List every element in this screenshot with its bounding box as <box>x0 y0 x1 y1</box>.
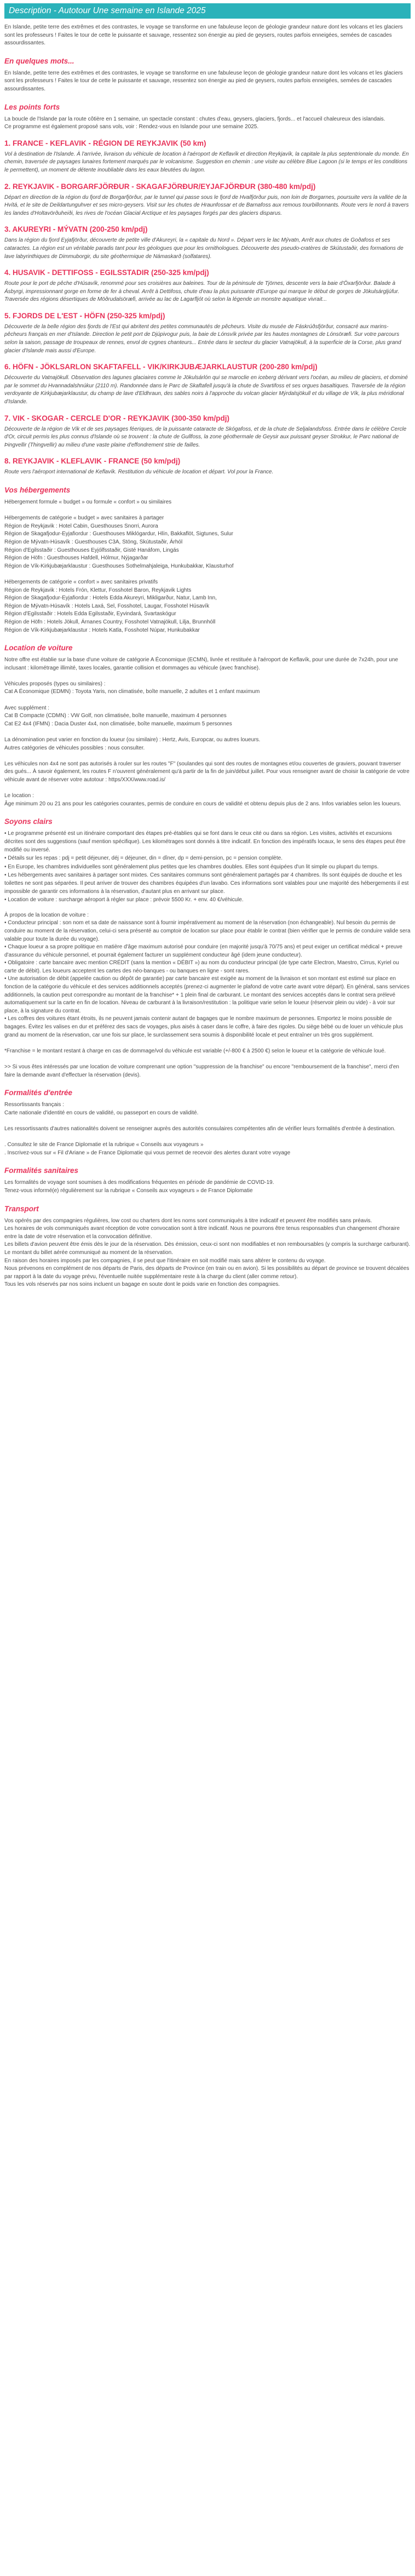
soyons-clairs-line: >> Si vous êtes intéressés par une location de voiture comprenant une option "suppression de la franchise" ou encore "remboursement de la franchise", merci d'en faire la demande avant d'effectuer la réservation (devis). <box>4 1064 399 1078</box>
transport-line: Nous prévenons en complément de nos départs de Paris, des départs de Province (en train ou en avion). Si les possibilités au départ de province se trouvent décalées par rapport à la date du voyage prévu, l'éventuelle nuitée supplémentaire reste à la charge du client (aller comme retour). <box>4 1266 410 1280</box>
hebergements-line: Région de Vík-Kirkjubæjarklaustur : Hotels Katla, Fosshotel Núpar, Hunkubakkar <box>4 627 200 633</box>
formalites-sanitaires-list <box>4 1179 411 1195</box>
formalites-entree-line: Ressortissants français : <box>4 1102 64 1108</box>
location-line: Cat E2 4x4 (IFMN) : Dacia Duster 4x4, non climatisée, boîte manuelle, maximum 5 personnes <box>4 720 232 727</box>
soyons-clairs-bullet: • Détails sur les repas : pdj = petit déjeuner, déj = déjeuner, din = dîner, dp = demi-pension, pc = pension complète. <box>4 855 283 862</box>
formalites-entree-line <box>4 1134 411 1142</box>
location-line: Cat B Compacte (CDMN) : VW Golf, non climatisée, boîte manuelle, maximum 4 personnes <box>4 713 227 719</box>
location-line <box>4 696 411 705</box>
soyons-clairs-bullet: • En Europe, les chambres individuelles sont généralement plus petites que les chambres doubles. Elles sont équipées d'un lit simple ou plupart du temps. <box>4 863 379 870</box>
day-text-6: Découverte du Vatnajökull. Observation des lagunes glaciaires comme le Jökulsárlón qui se maroclie en iceberg dérivant vers l'océan, au milieu de glaciers, et dominé par le sommet du Hvannadalshnúkur (2110 m). Randonnée dans le Parc de Skaftafell jusqu'à la chute de Svartifoss et ses orgues basaltiques. Traversée de la région verdoyante de Kirkjubæjarklaustur, du champ de lave d'Eldhraun, des sables noirs à l'approche du volcan glacier Mýrdalsjökull et du village de Vík, la plus méridional d'Islande. <box>4 375 408 405</box>
hebergements-line: Hébergement formule « budget » ou formule « confort » ou similaires <box>4 499 172 505</box>
transport-line: Vos opérés par des compagnies régulières, low cost ou charters dont les noms sont communiqués à titre indicatif et peuvent être modifiés sans préavis. <box>4 1217 372 1224</box>
soyons-clairs-line: À propos de la location de voiture : <box>4 912 89 918</box>
transport-line: En raison des horaires imposés par les compagnies, il se peut que l'itinéraire en soit modifié mais sans altérer le contenu du voyage. <box>4 1257 326 1264</box>
day-text-7: Découverte de la région de Vík et de ses paysages féeriques, de la puissante cataracte de Skógafoss, et de la chute de Seljalandsfoss. Entrée dans le célèbre Cercle d'Or, circuit permis les plus connus d'Islande où se trouvent : la chute de Gullfoss, la zone géothermale de Geysir aux puissant geyser Strokkur, le Parc national de Þingvellir (Thingvellir) au milieu d'une vaste plaine d'effondrement strie de failles. <box>4 426 407 448</box>
soyons-clairs-line: • Obligatoire : carte bancaire avec mention CRÉDIT (sans la mention « DÉBIT ») au nom du conducteur principal (de type carte Electron, Maestro, Cirrus, Kyriel ou carte de débit). Les loueurs acceptent les cartes des néo-banques - ou banques en ligne - sont rares. <box>4 960 399 974</box>
hebergements-line: Région de Vík-Kirkjubæjarklaustur : Guesthouses Sothelmahjaleiga, Hunkubakkar, Klausturhof <box>4 563 234 569</box>
location-line: Les véhicules non 4x4 ne sont pas autorisés à rouler sur les routes "F" (soulandes qui sont des routes de montagnes et/ou couvertes de graviers, pouvant traverser des gués... À savoir également, les routes F n'ouvrent généralement qu'à partir de la fin de juin/début juillet. Pour vous renseigner avant de choisir la catégorie de votre véhicule avant de réserver votre autotour : https/XXX/www.road.is/ <box>4 760 410 783</box>
day-title-8: 8. REYKJAVIK - KLEFLAVIK - FRANCE (50 km/pdj) <box>4 457 181 466</box>
formalites-entree-line: Les ressortissants d'autres nationalités doivent se renseigner auprès des autorités consulaires compétentes afin de vérifier leurs formalités d'entrée à destination. <box>4 1125 396 1132</box>
location-line: Véhicules proposés (types ou similaires) : <box>4 680 106 687</box>
hebergements-line: Région de Höfn : Hotels Jökull, Árnanes Country, Fosshotel Vatnajökull, Lilja, Brunnhóll <box>4 619 216 625</box>
location-line <box>4 728 411 736</box>
section-title-transport: Transport <box>4 1204 39 1213</box>
location-line <box>4 785 411 793</box>
en-quelques-mots-text: En Islande, petite terre des extrêmes et des contrastes, le voyage se transforme en une fabuleuse leçon de géologie grandeur nature dont les volcans et les glaciers sont les professeurs ! Faites le tour de cette le puissante et sauvage, ressentez son énergie au pied de geysers, routes parfois enneigées, semées de cascades assourdissantes. <box>4 70 403 92</box>
day-title-6: 6. HÖFN - JÖKLSARLON SKAFTAFELL - VIK/KIRKJUBÆJARKLAUSTUR (200-280 km/pdj) <box>4 363 318 371</box>
hebergements-line: Hébergements de catégorie « confort » avec sanitaires privatifs <box>4 579 158 585</box>
soyons-clairs-line: • Conducteur principal : son nom et sa date de naissance sont à fournir impérativement au moment de la réservation (non échangeable). Nul besoin du permis de conduire au moment de la réservation, celui-ci sera présenté au comptoir de location sur place pour établir le contrat (bien vérifier que le permis de conduire valide sera valable pour toute la durée du voyage). <box>4 920 411 942</box>
day-title-1: 1. FRANCE - KEFLAVIK - RÉGION DE REYKJAVIK (50 km) <box>4 139 206 147</box>
hebergements-line: Région de Skagafjodur-Eyjafiordur : Hotels Edda Akureyri, Mikligarður, Natur, Lamb Inn, <box>4 595 217 602</box>
soyons-clairs-line: *Franchise = le montant restant à charge en cas de dommage/vol du véhicule est variable (+/-800 € à 2500 €) selon le loueur et la catégorie de véhicule loué. <box>4 1047 386 1054</box>
location-line: Avec supplément : <box>4 705 50 711</box>
hebergements-list <box>4 499 411 634</box>
soyons-clairs-bullet: • Les hébergements avec sanitaires à partager sont mixtes. Ces sanitaires communs sont généralement partagés par 4 chambres. Ils sont équipés de douche et les toilettes ne sont pas séparées. Il peut arriver de trouver des chambres équipées d'un lavabo. Ces informations sont valables pour une majorité des hébergements il est impossible de garantir ces informations à la réservation, d'autant plus en arrivant sur place. <box>4 872 409 895</box>
soyons-clairs-line: • Chaque loueur a sa propre politique en matière d'âge maximum autorisé pour conduire (en majorité jusqu'à 70/75 ans) et peut exiger un certificat médical + preuve d'assurance du véhicule personnel, et pourrait également facturer un supplément conducteur âgé (idem jeune conducteur). <box>4 944 402 958</box>
hebergements-line: Région de Skagafjodur-Eyjafiordur : Guesthouses Miklógardur, Hlín, Bakkaflöt, Sigtunes, Sulur <box>4 531 233 537</box>
soyons-clairs-location-list <box>4 912 411 1079</box>
section-title-soyons-clairs: Soyons clairs <box>4 817 53 826</box>
location-line: Notre offre est établie sur la base d'une voiture de catégorie A Économique (ECMN), livrée et restituée à l'aéroport de Keflavík, pour une durée de 7x24h, pour une inclusant : kilométrage illimité, taxes locales, garantie collision et dommages au véhicule (avec franchise). <box>4 657 399 671</box>
location-line: La dénomination peut varier en fonction du loueur (ou similaire) : Hertz, Avis, Europcar, ou autres loueurs. <box>4 737 261 743</box>
points-forts-line: La boucle de l'Islande par la route côtière en 1 semaine, un spectacle constant : chutes d'eau, geysers, glaciers, fjords... et l'accueil chaleureux des islandais. <box>4 116 385 122</box>
soyons-clairs-bullet: • Location de voiture : surcharge aéroport à régler sur place : prévoir 5500 Kr. + env. 40 €/véhicule. <box>4 897 244 903</box>
soyons-clairs-line: • Les coffres des voitures étant étroits, ils ne peuvent jamais contenir autant de bagages que le nombre maximum de personnes. Emportez le moins possible de bagages. Évitez les valises en dur et préférez des sacs de voyages, plus aisés à caser dans le coffre, à faire des rigoles. Du siège bébé ou de louer un véhicule plus grand au moment de la réservation, car une fois sur place, le surclassement sera soumis à disponibilité locale et peut entraîner un très gros supplément. <box>4 1016 404 1038</box>
formalites-sanitaires-line: Les formalités de voyage sont soumises à des modifications fréquentes en période de pandémie de COVID-19. <box>4 1180 274 1186</box>
day-text-2: Départ en direction de la région du fjord de Borgarfjörður, par le tunnel qui passe sous le fjord de Hvalfjörður puis, non loin de Borgarnes, poursuite vers la vallée de la Hvítá, et le site de Deildartunguhver et ses micro-geysers. Visit sur les chutes de Hraunfossar et de Barnafoss aux remous tourbillonnants. Route vers le nord à travers les landes d'Holtavörðuheiði, les rives de l'océan Glacial Arctique et les paysages forgés par des glaciers disparus. <box>4 194 409 216</box>
day-text-8: Route vers l'aéroport international de Keflavík. Restitution du véhicule de location et départ. Vol pour la France. <box>4 469 274 476</box>
day-text-5: Découverte de la belle région des fjords de l'Est qui abritent des petites communautés de pêcheurs. Visite du musée de Fáskrúðsfjörður, consacré aux marins-pêcheurs français en mer d'Islande. Direction le petit port de Djúpivogur puis, la baie de Lónsvík privée par les hautes montagnes de Lónsöræfi. Sur votre parcours selon la saison, passage de troupeaux de rennes, envol de cygnes chanteurs... Entrée dans le secteur du glacier Vatnajökull, à la superficie de la Corse, plus grand glacier d'Islande mais aussi d'Europe. <box>4 323 401 354</box>
hebergements-line: Région de Mývatn-Húsavík : Guesthouses C3A, Stöng, Skútustaðir, Árhól <box>4 539 183 545</box>
section-title-points-forts: Les points forts <box>4 102 60 111</box>
transport-line: Les horaires de vols communiqués avant réception de votre convocation sont à titre indicatif. Nous ne pourrons être tenus responsables d'un changement d'horaire entre la date de votre réservation et la convocation définitive. <box>4 1226 400 1240</box>
location-line: Âge minimum 20 ou 21 ans pour les catégories courantes, permis de conduire en cours de validité et obtenu depuis plus de 2 ans. Infos variables selon les loueurs. <box>4 800 401 807</box>
formalites-entree-list <box>4 1101 411 1157</box>
hebergements-line: Région d'Egilsstaðir : Guesthouses Eyjólfsstaðir, Gisté Hanáfom, Lingás <box>4 547 179 553</box>
points-forts-list <box>4 116 411 131</box>
day-title-4: 4. HUSAVIK - DETTIFOSS - EGILSSTADIR (250-325 km/pdj) <box>4 268 209 277</box>
soyons-clairs-bullet: • Le programme présenté est un itinéraire comportant des étapes pré-établies qui se font dans le ceux cité ou dans sa région. Les visites, activités et excursions décrites sont des suggestions (sauf mention spécifique). Les kilométrages sont donnés à titre indicatif. En fonction des impératifs locaux, le sens des étapes peut être modifié ou inversé. <box>4 831 406 853</box>
hebergements-line: Région de Reykjavik : Hotels Frón, Klettur, Fosshotel Baron, Reykjavik Lights <box>4 587 192 593</box>
hebergements-line <box>4 507 411 515</box>
day-title-3: 3. AKUREYRI - MÝVATN (200-250 km/pdj) <box>4 225 148 234</box>
hebergements-line: Région de Höfn : Guesthouses Hafdell, Hólmur, Nýjagarðar <box>4 555 148 562</box>
hebergements-line: Région de Mývatn-Húsavík : Hotels Laxá, Sel, Fosshotel, Laugar, Fosshotel Húsavík <box>4 603 210 609</box>
location-line: Autres catégories de véhicules possibles : nous consulter. <box>4 745 145 751</box>
soyons-clairs-bullets <box>4 830 411 904</box>
formalites-entree-line <box>4 1117 411 1125</box>
soyons-clairs-line <box>4 1039 411 1047</box>
section-title-hebergements: Vos hébergements <box>4 486 71 494</box>
hebergements-line: Hébergements de catégorie « budget » avec sanitaires à partager <box>4 515 164 522</box>
intro-text: En Islande, petite terre des extrêmes et des contrastes, le voyage se transforme en une fabuleuse leçon de géologie grandeur nature dont les volcans et les glaciers sont les professeurs ! Faites le tour de cette le puissante et sauvage, ressentez son énergie au pied de geysers, routes parfois enneigées, semées de cascades assourdissantes. <box>4 24 403 47</box>
transport-line: Les billets d'avion peuvent être émis dès le jour de la réservation. Dès émission, ceux-ci sont non modifiables et non remboursables (y compris la surcharge carburant). Le montant du billet aérée communiqué au moment de la réservation. <box>4 1241 411 1256</box>
day-title-2: 2. REYKJAVIK - BORGARFJÖRÐUR - SKAGAFJÖRÐUR/EYJAFJÖRÐUR (380-480 km/pdj) <box>4 182 316 191</box>
section-title-formalites-sanitaires: Formalités sanitaires <box>4 1166 79 1175</box>
transport-line: Tous les vols réservés par nos soins incluent un bagage en soute dont le poids varie en fonction des compagnies. <box>4 1281 280 1288</box>
section-title-formalites-entree: Formalités d'entrée <box>4 1089 72 1097</box>
day-text-4: Route pour le port de pêche d'Húsavík, renommé pour ses croisières aux baleines. Tour de la péninsule de Tjörnes, descente vers la baie d'Öxarfjörður. Balade à Ásbyrgi, impressionnant gorge en forme de fer à cheval. Arrêt à Dettifoss, chute d'eau la plus puissante d'Europe qui marque le début de gorges de Jökulsárgljúfur. Traversée des régions désertiques de Möðrudalsöræfi, arrivée au lac de Lagarfljót où selon la légende un monstre aquatique vivrait... <box>4 281 400 303</box>
formalites-entree-line: . Inscrivez-vous sur « Fil d'Ariane » de France Diplomatie qui vous permet de recevoir des alertes durant votre voyage <box>4 1149 291 1156</box>
hebergements-line <box>4 570 411 579</box>
points-forts-line: Ce programme est également proposé sans vols, voir : Rendez-vous en Islande pour une semaine 2025. <box>4 124 259 130</box>
day-title-5: 5. FJORDS DE L'EST - HÖFN (250-325 km/pdj) <box>4 311 165 320</box>
transport-list <box>4 1217 411 1289</box>
location-voiture-list <box>4 656 411 808</box>
formalites-sanitaires-line: Tenez-vous informé(e) régulièrement sur la rubrique « Conseils aux voyageurs » de France Diplomatie <box>4 1187 253 1194</box>
section-title-location-voiture: Location de voiture <box>4 644 73 652</box>
location-line: Cat A Économique (EDMN) : Toyota Yaris, non climatisée, boîte manuelle, 2 adultes et 1 enfant maximum <box>4 689 260 695</box>
location-line: Le location : <box>4 793 34 799</box>
formalites-entree-line: Carte nationale d'identité en cours de validité, ou passeport en cours de validité. <box>4 1109 199 1116</box>
hebergements-line: Région de Reykjavik : Hotel Cabin, Guesthouses Snorri, Aurora <box>4 523 158 529</box>
day-text-1: Vol à destination de l'Islande. À l'arrivée, livraison du véhicule de location à l'aéroport de Keflavík et direction Reykjavík, la capitale la plus septentrionale du monde. En chemin, traversée de paysages lunaires fortement marqués par le volcanisme. Suggestion en chemin : une visite au célèbre Blue Lagoon (si le temps et les conditions le permettent), un moment de détente inoubliable dans les eaux bleutées du lagon. <box>4 151 409 173</box>
day-title-7: 7. VIK - SKOGAR - CERCLE D'OR - REYKJAVIK (300-350 km/pdj) <box>4 414 230 422</box>
location-line <box>4 672 411 680</box>
soyons-clairs-line <box>4 1055 411 1063</box>
location-line <box>4 752 411 760</box>
section-title-en-quelques-mots: En quelques mots... <box>4 56 74 65</box>
day-text-3: Dans la région du fjord Eyjafjörður, découverte de petite ville d'Akureyri, la « capitale du Nord ». Départ vers le lac Mývatn, Arrêt aux chutes de Goðafoss et ses cataractes. La région est un véritable paradis tant pour les géologues que pour les ornithologues. Découverte des pseudo-cratères de Skútustaðir, des formations de lave labyrinthiques de Dimmuborgir, du site géothermique de Námaskarð (solfatares). <box>4 237 404 260</box>
formalites-entree-line: . Consultez le site de France Diplomatie et la rubrique « Conseils aux voyageurs » <box>4 1142 204 1148</box>
hebergements-line: Région d'Egilsstaðir : Hotels Edda Egilsstaðir, Eyvindará, Svartaskógur <box>4 611 176 617</box>
page-title: Description - Autotour Une semaine en Islande 2025 <box>4 3 411 19</box>
soyons-clairs-line: • Une autorisation de débit (appelée caution ou dépôt de garantie) par carte bancaire est exigée au moment de la livraison et son montant est estimé sur place en fonction de la catégorie du véhicule et des services additionnels acceptés (prenez-ci augmenter le plafond de votre carte avant votre départ). En général, sans services additionnels, la caution peut correspondre au montant de la franchise* + 1 plein final de carburant. Le montant des services acceptés dans le contrat sera prélevé automatiquement sur la carte en fin de location. Niveau de carburant à la livraison/restitution : la politique varie selon le loueur (réservoir plein ou vide) - à voir sur place, à la signature du contrat. <box>4 976 410 1014</box>
